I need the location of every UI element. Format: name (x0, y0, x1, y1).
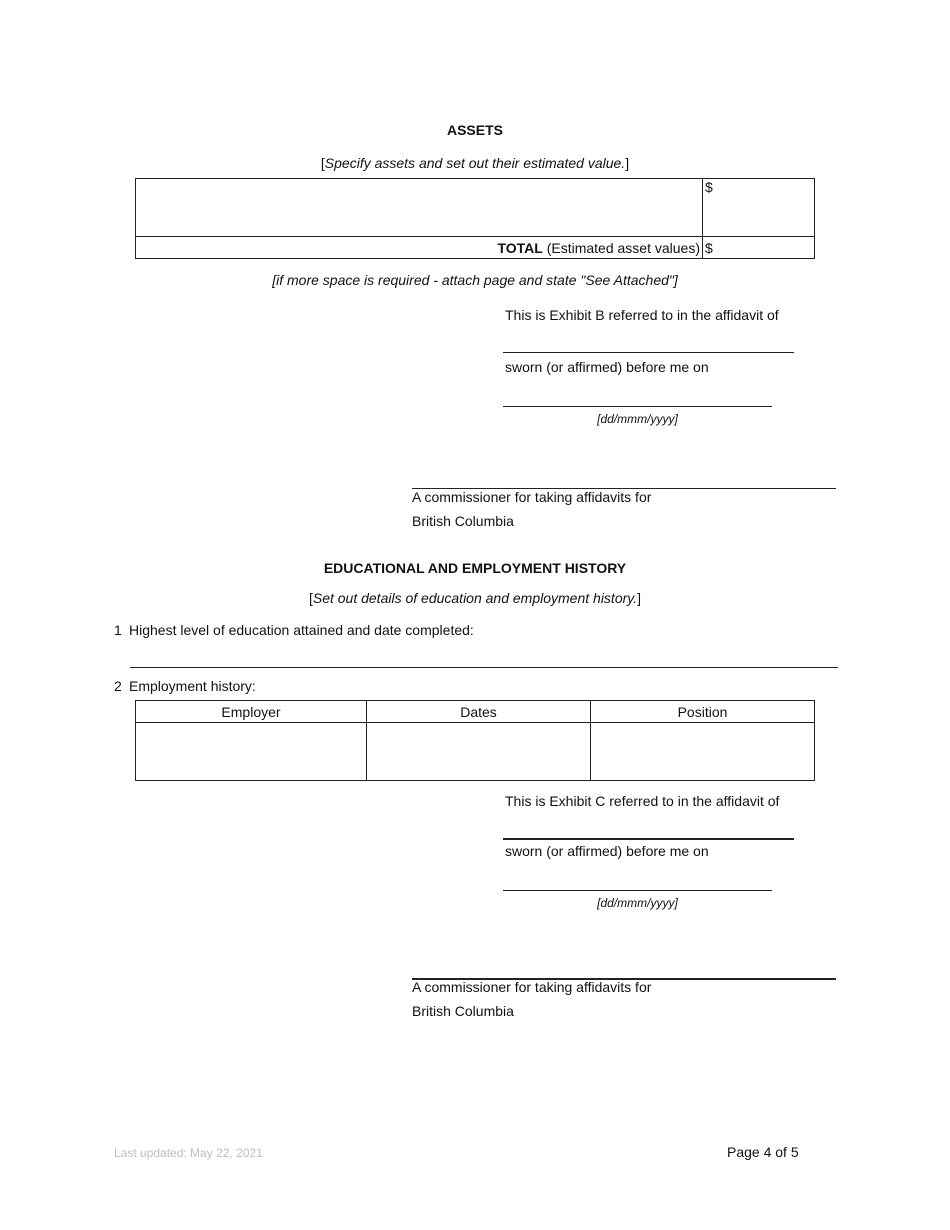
employment-header-employer: Employer (136, 701, 367, 723)
exhibit-b-commissioner-line2: British Columbia (412, 513, 514, 529)
asset-dollar-sign: $ (705, 179, 713, 195)
exhibit-b-referred-text: This is Exhibit B referred to in the affidavit of (505, 307, 779, 323)
exhibit-b-date-line (503, 406, 772, 407)
education-level-input[interactable] (130, 646, 837, 666)
employment-header-position: Position (591, 701, 815, 723)
employment-employer-input[interactable] (136, 723, 366, 777)
employment-position-cell[interactable] (591, 723, 815, 781)
employment-table (135, 700, 815, 781)
education-item1-number: 1 (114, 622, 122, 638)
exhibit-c-commissioner-line1: A commissioner for taking affidavits for (412, 979, 652, 995)
education-item1-text: Highest level of education attained and date completed: (129, 622, 474, 638)
exhibit-b-commissioner-line1: A commissioner for taking affidavits for (412, 489, 652, 505)
last-updated: Last updated: May 22, 2021 (114, 1146, 263, 1160)
total-label: TOTAL (497, 239, 543, 256)
asset-value-input[interactable] (715, 179, 814, 195)
page-number: Page 4 of 5 (727, 1144, 799, 1160)
employment-header-dates: Dates (367, 701, 591, 723)
assets-table (135, 178, 815, 259)
exhibit-c-date-input[interactable] (503, 870, 771, 890)
employment-dates-input[interactable] (367, 723, 590, 777)
asset-value-cell[interactable] (703, 179, 815, 237)
education-heading: EDUCATIONAL AND EMPLOYMENT HISTORY (323, 560, 627, 576)
employment-dates-cell[interactable] (367, 723, 591, 781)
asset-total-label-cell (136, 237, 703, 259)
exhibit-b-sworn-text: sworn (or affirmed) before me on (505, 359, 709, 375)
assets-heading: ASSETS (446, 122, 503, 138)
education-item2-text: Employment history: (129, 678, 256, 694)
exhibit-c-deponent-name-input[interactable] (503, 818, 793, 838)
exhibit-b-deponent-name-input[interactable] (503, 332, 793, 352)
education-item2-number: 2 (114, 678, 122, 694)
exhibit-c-date-line (503, 890, 772, 891)
exhibit-c-commissioner-line2: British Columbia (412, 1003, 514, 1019)
education-instruction: [Set out details of education and employment history.] (308, 590, 642, 606)
exhibit-b-date-input[interactable] (503, 386, 771, 406)
exhibit-c-referred-text: This is Exhibit C referred to in the affidavit of (505, 793, 780, 809)
asset-description-input[interactable] (136, 179, 702, 233)
assets-instruction-text: Specify assets and set out their estimated value. (324, 155, 626, 171)
education-instruction-text: Set out details of education and employment history. (312, 590, 638, 606)
exhibit-c-date-hint: [dd/mmm/yyyy] (597, 896, 678, 910)
more-space-note: [if more space is required - attach page and state "See Attached"] (272, 272, 678, 288)
assets-instruction: [Specify assets and set out their estimated value.] (320, 155, 630, 171)
employment-position-input[interactable] (591, 723, 814, 777)
asset-total-value-cell[interactable] (703, 237, 815, 259)
education-level-line (130, 667, 838, 668)
total-dollar-sign: $ (705, 239, 713, 256)
exhibit-c-deponent-line (503, 838, 794, 840)
total-label-desc: (Estimated asset values) (542, 239, 700, 256)
exhibit-b-deponent-line (503, 352, 794, 353)
exhibit-b-date-hint: [dd/mmm/yyyy] (597, 412, 678, 426)
employment-employer-cell[interactable] (136, 723, 367, 781)
asset-total-input[interactable] (715, 240, 814, 256)
asset-description-cell[interactable] (136, 179, 703, 237)
exhibit-c-sworn-text: sworn (or affirmed) before me on (505, 843, 709, 859)
